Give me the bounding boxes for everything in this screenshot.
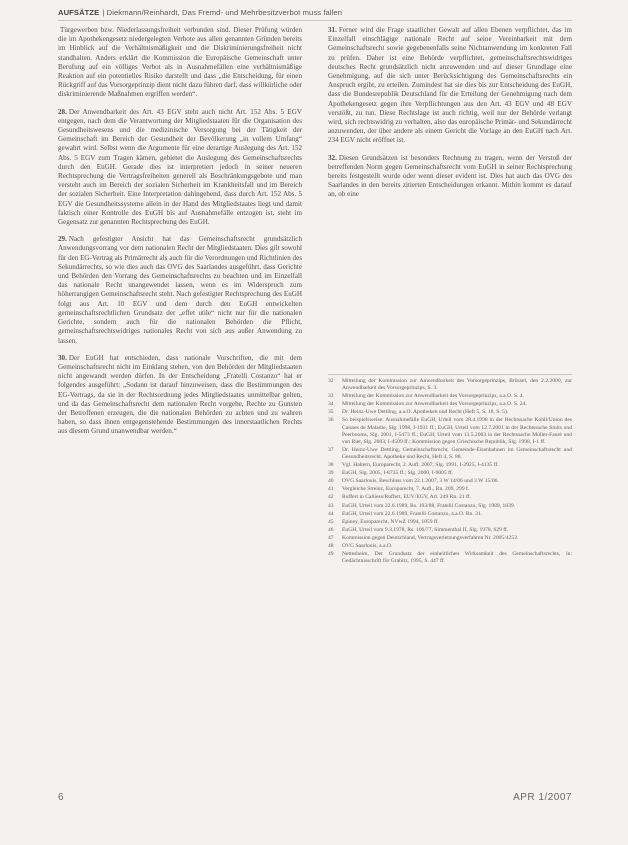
footnote: 46 EuGH, Urteil vom 9.3.1978, Rs. 106/77, Simmenthal II, Slg. 1978, 629 ff. <box>328 526 509 533</box>
footnote: 41 Vergleiche Streinz, Europarecht, 7. Aufl., Rn. 209, 299 f. <box>328 486 470 493</box>
footnote: 45 Epiney, Europarecht, NVwZ 1994, 1059 ff. <box>328 518 439 525</box>
article-title: Diekmann/Reinhardt, Das Fremd- und Mehrbesitzverbot muss fallen <box>106 8 343 17</box>
footnote: 38 Vgl. Haltern, Europarecht, 2. Aufl. 2007; Slg. 1991, I-2925, I-4135 ff. <box>328 462 499 469</box>
paragraph: 32. Diesen Grundsätzen ist besonders Rechnung zu tragen, wenn der Verstoß der betreffenden Norm gegen Gemeinschaftsrecht vom EuGH in seiner Rechtsprechung bereits festgestellt wurde oder wenn dieser evident ist. Dies hat auch das OVG des Saarlandes in den bereits zitierten Entscheidungen erkannt. Mithin kommt es darauf an, ob eine <box>328 153 572 199</box>
footnote: 43 EuGH, Urteil vom 22.6.1989, Rs. 103/88, Fratelli Costanzo, Slg. 1989, 1839. <box>328 502 516 509</box>
footnote: 33 Mitteilung der Kommission zur Anwendbarkeit des Vorsorgeprinzips, a.a.O. S. 4. <box>328 393 524 400</box>
paragraph: 28. Der Anwendbarkeit des Art. 43 EGV steht auch nicht Art. 152 Abs. 5 EGV entgegen, nach dem die Verantwortung der Mitgliedstaaten für die Organisation des Gesundheitswesens und die medizinische Versorgung bei der Tätigkeit der Gemeinschaft im Bereich der Gesundheit der Bevölkerung „in vollem Umfang“ gewahrt wird. Selbst wenn die Argumente für eine derartige Auslegung des Art. 152 Abs. 5 EGV zum Tragen kämen, gebietet die Auslegung des Gemeinschaftsrechts durch den EuGH. Gerade dies ist interpretiert jedoch in seiner neueren Rechtsprechung die Vertragsfreiheiten generell als Beschränkungsgebote und man versteht auch im Bereich der sozialen Sicherheit im Krankheitsfall und im Bereich der sozialen Sicherheit. Eine Interpretation dahingehend, dass durch Art. 152 Abs. 5 EGV die Gesundheitssysteme allein in der Hand des Mitgliedstaates liegt und damit faktisch einer Kontrolle des EuGH bis auf Ausnahmefälle entzogen ist, steht im Gegensatz zur genannten Rechtsprechung des EuGH. <box>58 107 302 227</box>
footnote: 44 EuGH, Urteil vom 22.6.1989, Fratelli Costanzo, a.a.O. Rn. 31. <box>328 510 483 517</box>
footnote: 47 Kommission gegen Deutschland, Vertragsverletzungsverfahren Nr. 2005/4253. <box>328 534 519 541</box>
footnote: 39 EuGH, Slg. 2005, I-8735 ff.; Slg. 2000, I-9005 ff. <box>328 470 454 477</box>
footnotes <box>328 374 572 566</box>
paragraph: 30. Der EuGH hat entschieden, dass nationale Vorschriften, die mit dem Gemeinschaftsrecht nicht im Einklang stehen, von den Behörden der Mitgliedstaaten nicht angewandt werden dürfen. In der Entscheidung „Fratelli Costanzo“ hat er folgendes ausgeführt: „Sodann ist darauf hinzuweisen, dass die Bestimmungen des EG-Vertrags, da sie in der Rechtsordnung jedes Mitgliedstaates unmittelbar gelten, und da das Gemeinschaftsrecht dem nationalen Recht vorgehe, Rechte zu Gunsten der Betroffenen erzeugen, die die nationalen Behörden zu achten und zu wahren haben, so dass ihnen entgegenstehende Bestimmungen des innerstaatlichen Rechts aus diesem Grund unanwendbar werden.“ <box>58 353 302 436</box>
footnote: 40 OVG Saarlouis, Beschluss vom 22.1.2007, 3 W 14/06 und 3 W 15/06. <box>328 478 499 485</box>
header-rule <box>58 20 572 21</box>
paragraph: 31. Ferner wird die Frage staatlicher Gewalt auf allen Ebenen verpflichtet, das im Einzelfall einschlägige nationale Recht auf seine Vereinbarkeit mit dem Gemeinschaftsrecht sowie gegebenenfalls seine Nichtanwendung im konkreten Fall zu prüfen. Daher ist eine Behörde verpflichtet, gemeinschaftsrechtswidriges deutsches Recht grundsätzlich nicht anzuwenden und auf dieser Grundlage eine Genehmigung, auf die sich unter Berücksichtigung des Gemeinschaftsrechts ein Anspruch ergibt, zu erteilen. Zumindest hat sie dies bis zur Entscheidung des EuGH, dass die Bundesrepublik Deutschland für die Erteilung der Genehmigung nach dem Apothekengesetz gegen ihre Verpflichtungen aus den Art. 43 EGV und 48 EGV verstößt, zu tun. Diese Rechtslage ist auch richtig, weil nur der Behörde verlangt wird, sich rechtswidrig zu verhalten, also das europäische Primär- und Sekundärrecht anzuwenden, der über andere als einem Gericht die Vorlage an den EuGH nach Art. 234 EGV nicht eröffnet ist. <box>328 26 572 145</box>
footnote: 35 Dr. Heinz-Uwe Dettling, a.a.O. Apotheken und Recht (Heft 5, S. 18, S. 5). <box>328 409 509 416</box>
journal-issue: APR 1/2007 <box>513 792 572 803</box>
section-label: AUFSÄTZE <box>58 8 100 17</box>
left-column <box>58 26 302 445</box>
footnote: 36 So beispielsweise: Ausnahmefälle EuGH, Urteil vom 28.4.1998 in der Rechtssache Kohll/Union des Caisses de Maladie, Slg. 1998, I-1931 ff.; EuGH, Urteil vom 12.7.2001 in der Rechtssache Smits und Peerbooms, Slg. 2001, I-5473 ff.; EuGH, Urteil vom 13.5.2003 in der Rechtssache Müller-Fauré und van Riet, Slg. 2003, I-4509 ff.; Kommission gegen Griechische Republik, Slg. 1998, I-1 ff. <box>328 417 572 445</box>
footnote: 49 Nettesheim, Der Grundsatz der einheitlichen Wirksamkeit des Gemeinschaftsrechts, in: Gedächtnisschrift für Grabitz, 1995, S. 447 ff. <box>328 551 572 565</box>
running-head: AUFSÄTZE | Diekmann/Reinhardt, Das Fremd- und Mehrbesitzverbot muss fallen <box>58 8 343 17</box>
paragraph: Türgewerben bzw. Niederlassungsfreiheit verbunden sind. Dieser Prüfung würden die im Apothekengesetz niedergelegten Verbote aus allen genannten Gründen bereits im Hinblick auf die Verhältnismäßigkeit und die Diskriminierungsfreiheit nicht standhalten. Anders erklärt die Kommission die Europäische Gemeinschaft unter Berufung auf ein völliges Verbot als in Ausnahmefällen eine verhältnismäßige Reaktion auf ein potentielles Risiko darstellt und dass „die Entscheidung, für einen Rückgriff auf das Vorsorgeprinzip dient nicht dazu führen darf, dass willkürliche oder diskriminierende Maßnahmen ergriffen werden“. <box>58 26 302 99</box>
right-column <box>328 26 572 208</box>
paragraph: 29. Nach gefestigter Ansicht hat das Gemeinschaftsrecht grundsätzlich Anwendungsvorrang vor dem nationalen Recht der Mitgliedstaaten. Dies gilt sowohl für den EG-Vertrag als Primärrecht als auch für die Verordnungen und Richtlinien des Sekundärrechts, so wie dies auch das OVG des Saarlandes ausgeführt, dass Gerichte und Behörden den Vorrang des Gemeinschaftsrechts zu beachten und im Einzelfall das nationale Recht unangewendet lassen, wenn es im Widerspruch zum höherrangigen Gemeinschaftsrecht steht. Nach gefestigter Rechtsprechung des EuGH folgt aus Art. 10 EGV und dem durch den EuGH entwickelten gemeinschaftsrechtlichen Grundsatz der „effet utile“ nicht nur für die nationalen Gerichte, sondern auch für die nationalen Behörden die Pflicht, gemeinschaftsrechtswidriges nationales Recht von sich aus außer Anwendung zu lassen. <box>58 235 302 345</box>
footnote: 42 Ruffert in Calliess/Ruffert, EUV/EGV, Art. 249 Rn. 21 ff. <box>328 494 472 501</box>
footnote: 37 Dr. Heinz-Uwe Dettling, Gemeinschaftsrecht, Gemeinde-Eisenbahnen im Gemeinschaftsrecht und Gesundheitsrecht, Apotheke und Recht, Heft 4, S. 88. <box>328 446 572 460</box>
footnote: 34 Mitteilung der Kommission zur Anwendbarkeit des Vorsorgeprinzips, a.a.O. S. 24. <box>328 401 527 408</box>
footnote: 48 OVG Saarlouis, a.a.O. <box>328 542 393 549</box>
page-number: 6 <box>58 792 64 803</box>
footnote: 32 Mitteilung der Kommission zur Anwendbarkeit des Vorsorgeprinzips, Brüssel, den 2.2.2000, zur Anwendbarkeit des Vorsorgeprinzips, S. 3. <box>328 378 572 392</box>
